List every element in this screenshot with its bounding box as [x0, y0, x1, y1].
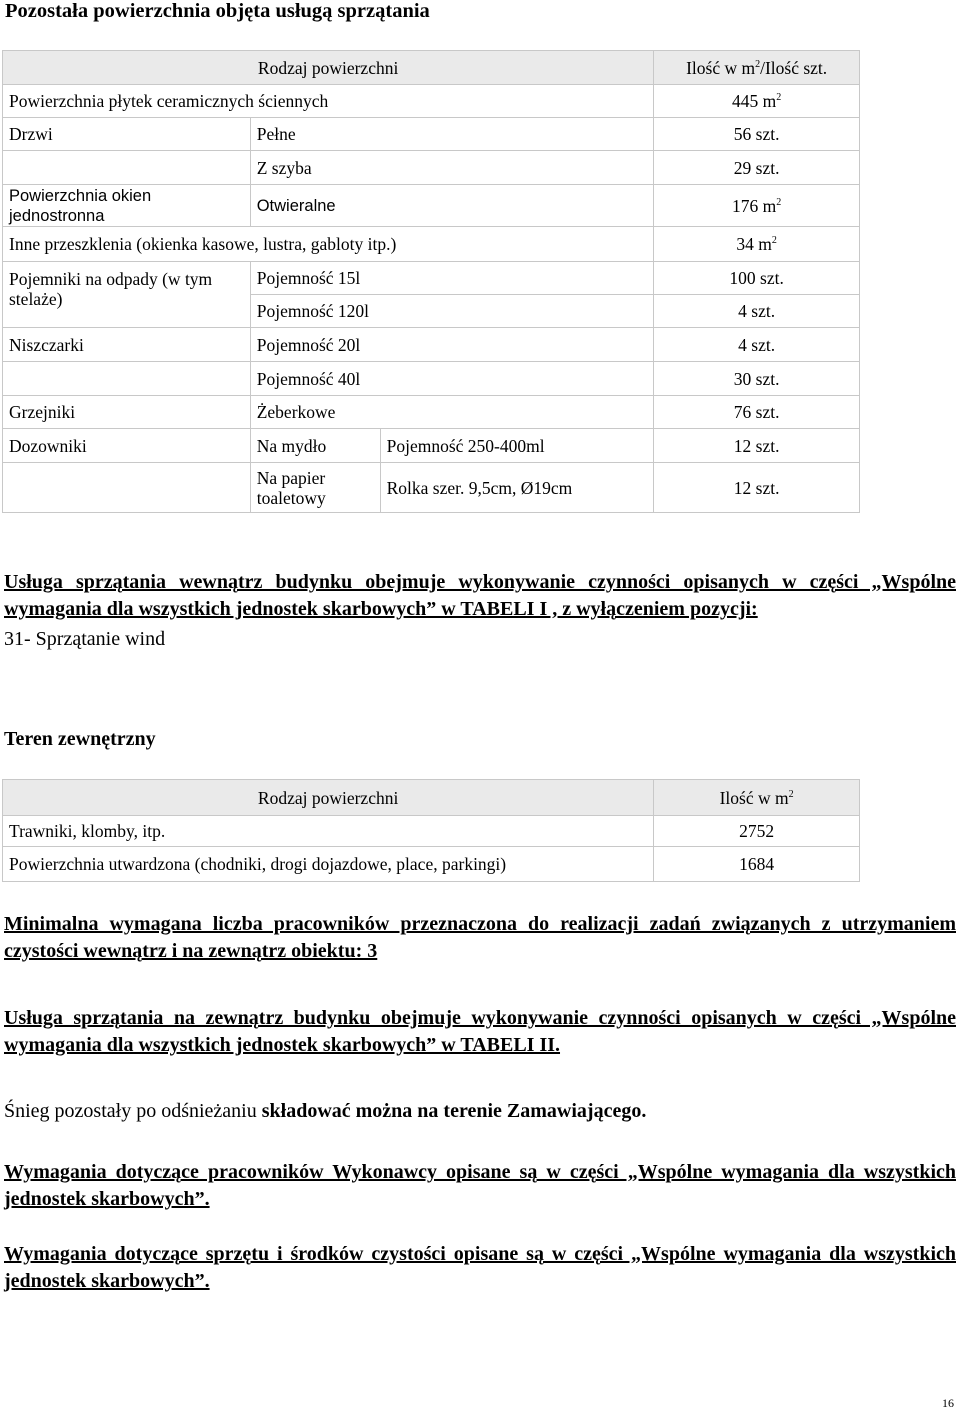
exclusion-item: 31- Sprzątanie wind: [4, 628, 166, 650]
table-header-row: [3, 51, 860, 85]
snow-paragraph: Śnieg pozostały po odśnieżaniu składować można na terenie Zamawiającego.: [4, 1100, 647, 1122]
exterior-service-paragraph: Usługa sprzątania na zewnątrz budynku obejmuje wykonywanie czynności opisanych w części „Wspólne wymagania dla wszystkich jednostek skarbowych” w TABELI II.: [4, 1007, 956, 1056]
table-row: [3, 429, 860, 463]
row-value: 4 szt.: [654, 295, 860, 328]
table-row: [3, 185, 860, 227]
row-value: 1684: [654, 847, 860, 882]
row-value: 56 szt.: [654, 118, 860, 151]
row-value: 445 $m^2$: [654, 85, 860, 118]
row-subtype: Pojemność 40l: [250, 362, 654, 396]
table-row: [3, 463, 860, 513]
row-value: 100 szt.: [654, 262, 860, 295]
row-subtype: Pojemność 120l: [250, 295, 654, 328]
section-title-remaining-area: Pozostała powierzchnia objęta usługą sprzątania: [5, 0, 430, 22]
row-value: 176 $m^2$: [654, 185, 860, 227]
row-label: Trawniki, klomby, itp.: [3, 816, 654, 847]
row-subtype: Pełne: [250, 118, 654, 151]
header-surface-type: Rodzaj powierzchni: [3, 780, 654, 816]
row-category: Powierzchnia okien jednostronna: [3, 185, 251, 227]
table-row: [3, 816, 860, 847]
row-value: 2752: [654, 816, 860, 847]
header-surface-type: Rodzaj powierzchni: [3, 51, 654, 85]
row-value: 4 szt.: [654, 328, 860, 362]
table-row: [3, 362, 860, 396]
row-subtype: Żeberkowe: [250, 396, 654, 429]
equipment-requirements-paragraph: Wymagania dotyczące sprzętu i środków czystości opisane są w części „Wspólne wymagania dla wszystkich jednostek skarbowych”.: [4, 1243, 956, 1292]
row-subtype: Na mydło: [250, 429, 380, 463]
surfaces-table: [2, 50, 860, 513]
row-label: Powierzchnia płytek ceramicznych ściennych: [3, 85, 654, 118]
staff-requirements-paragraph: Wymagania dotyczące pracowników Wykonawcy opisane są w części „Wspólne wymagania dla wszystkich jednostek skarbowych”.: [4, 1161, 956, 1210]
table-row: [3, 151, 860, 185]
page-number: 16: [942, 1396, 954, 1410]
row-value: 29 szt.: [654, 151, 860, 185]
row-value: 34 $m^2$: [654, 227, 860, 262]
row-category: Niszczarki: [3, 328, 251, 362]
row-category: Drzwi: [3, 118, 251, 151]
table-header-row: [3, 780, 860, 816]
exterior-table: [2, 779, 860, 882]
header-quantity: Ilość w $m^2$: [654, 780, 860, 816]
header-quantity: Ilość w $m^2$/Ilość szt.: [654, 51, 860, 85]
interior-service-text: Usługa sprzątania wewnątrz budynku obejmuje wykonywanie czynności opisanych w części „Wspólne wymagania dla wszystkich jednostek skarbowych” w TABELI I , z wyłączeniem pozycji:: [4, 571, 956, 620]
table-row: [3, 328, 860, 362]
row-category: Grzejniki: [3, 396, 251, 429]
table-row: [3, 227, 860, 262]
row-category: Dozowniki: [3, 429, 251, 463]
staff-minimum-paragraph: Minimalna wymagana liczba pracowników przeznaczona do realizacji zadań związanych z utrzymaniem czystości wewnątrz i na zewnątrz obiektu: 3: [4, 913, 956, 962]
interior-service-paragraph: [4, 569, 956, 653]
row-category: Pojemniki na odpady (w tym stelaże): [3, 262, 251, 328]
row-value: 12 szt.: [654, 463, 860, 513]
row-subtype: Pojemność 20l: [250, 328, 654, 362]
row-label: Inne przeszklenia (okienka kasowe, lustra, gabloty itp.): [3, 227, 654, 262]
table-row: [3, 85, 860, 118]
row-subtype: Pojemność 15l: [250, 262, 654, 295]
row-detail: Rolka szer. 9,5cm, Ø19cm: [380, 463, 654, 513]
row-value: 12 szt.: [654, 429, 860, 463]
row-value: 30 szt.: [654, 362, 860, 396]
row-subtype: Na papier toaletowy: [250, 463, 380, 513]
row-detail: Pojemność 250-400ml: [380, 429, 654, 463]
row-subtype: Z szyba: [250, 151, 654, 185]
table-row: [3, 396, 860, 429]
section-title-exterior: Teren zewnętrzny: [4, 728, 156, 750]
row-value: 76 szt.: [654, 396, 860, 429]
row-subtype: Otwieralne: [250, 185, 654, 227]
table-row: [3, 847, 860, 882]
row-label: Powierzchnia utwardzona (chodniki, drogi dojazdowe, place, parkingi): [3, 847, 654, 882]
table-row: [3, 118, 860, 151]
table-row: [3, 262, 860, 295]
